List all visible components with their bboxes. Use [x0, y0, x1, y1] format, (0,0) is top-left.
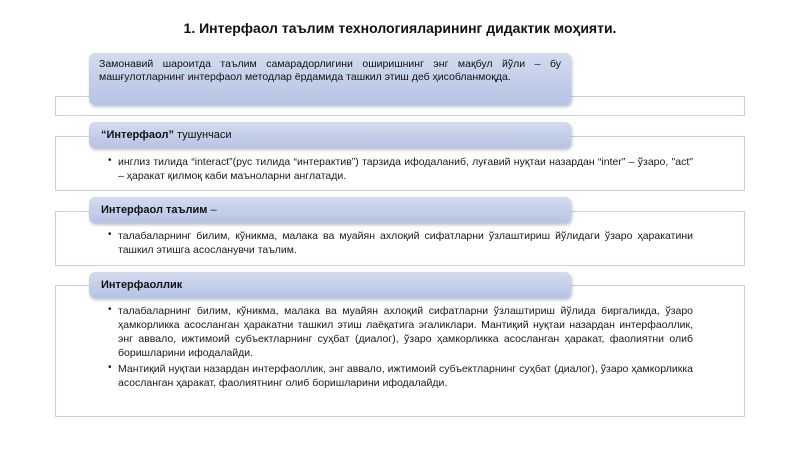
list-item: • талабаларнинг билим, кўникма, малака ва муайян ахлоқий сифатларни ўзлаштириш йўлидаги ўзаро ҳаракатини ташкил этишга асосланувчи таълим. [108, 229, 693, 257]
section-header-interfaollik [89, 272, 571, 298]
section-title-rest: – [207, 204, 217, 216]
section-list-interfaollik [108, 304, 693, 392]
section-header-interfaol [89, 122, 571, 148]
section-list-interfaol-talim [108, 229, 693, 259]
section-title-bold: Интерфаоллик [101, 279, 183, 291]
section-title-rest: тушунчаси [173, 129, 232, 141]
section-list-interfaol [108, 155, 693, 185]
list-item: • Мантиқий нуқтаи назардан интерфаоллик, энг аввало, ижтимоий субъектларнинг суҳбат (диалог), ўзаро ҳамкорликка асосланган ҳаракат, фаолиятнинг олиб боришларини ифодалайди. [108, 362, 693, 390]
list-item: • инглиз тилида “interact”(рус тилида “интерактив”) тарзида ифодаланиб, луғавий нуқтаи назардан “inter” – ўзаро, "act" – ҳаракат қилмоқ каби маъноларни англатади. [108, 155, 693, 183]
section-header-interfaol-talim [89, 197, 571, 223]
page-title: 1. Интерфаол таълим технологияларининг дидактик моҳияти. [183, 20, 617, 36]
section-title-bold: Интерфаол таълим [101, 204, 208, 216]
intro-header: Замонавий шароитда таълим самарадорлигини оширишнинг энг мақбул йўли – бу машғулотларнинг интерфаол методлар ёрдамида ташкил этиш деб ҳисобланмоқда. [89, 53, 571, 105]
list-item: • талабаларнинг билим, кўникма, малака ва муайян ахлоқий сифатларни ўзлаштириш йўлида биргаликда, ўзаро ҳамкорликка асосланган ҳаракатни ташкил этиш лаёқатига эгаликлари. Мантиқий нуқтаи назардан интерфаоллик, энг аввало, ижтимоий субъектларнинг суҳбат (диалог), ўзаро ҳамкорликка асосланган ҳаракат, фаолиятни олиб боришларини ифодалайди. [108, 304, 693, 360]
section-title-bold: “Интерфаол” [101, 129, 174, 141]
